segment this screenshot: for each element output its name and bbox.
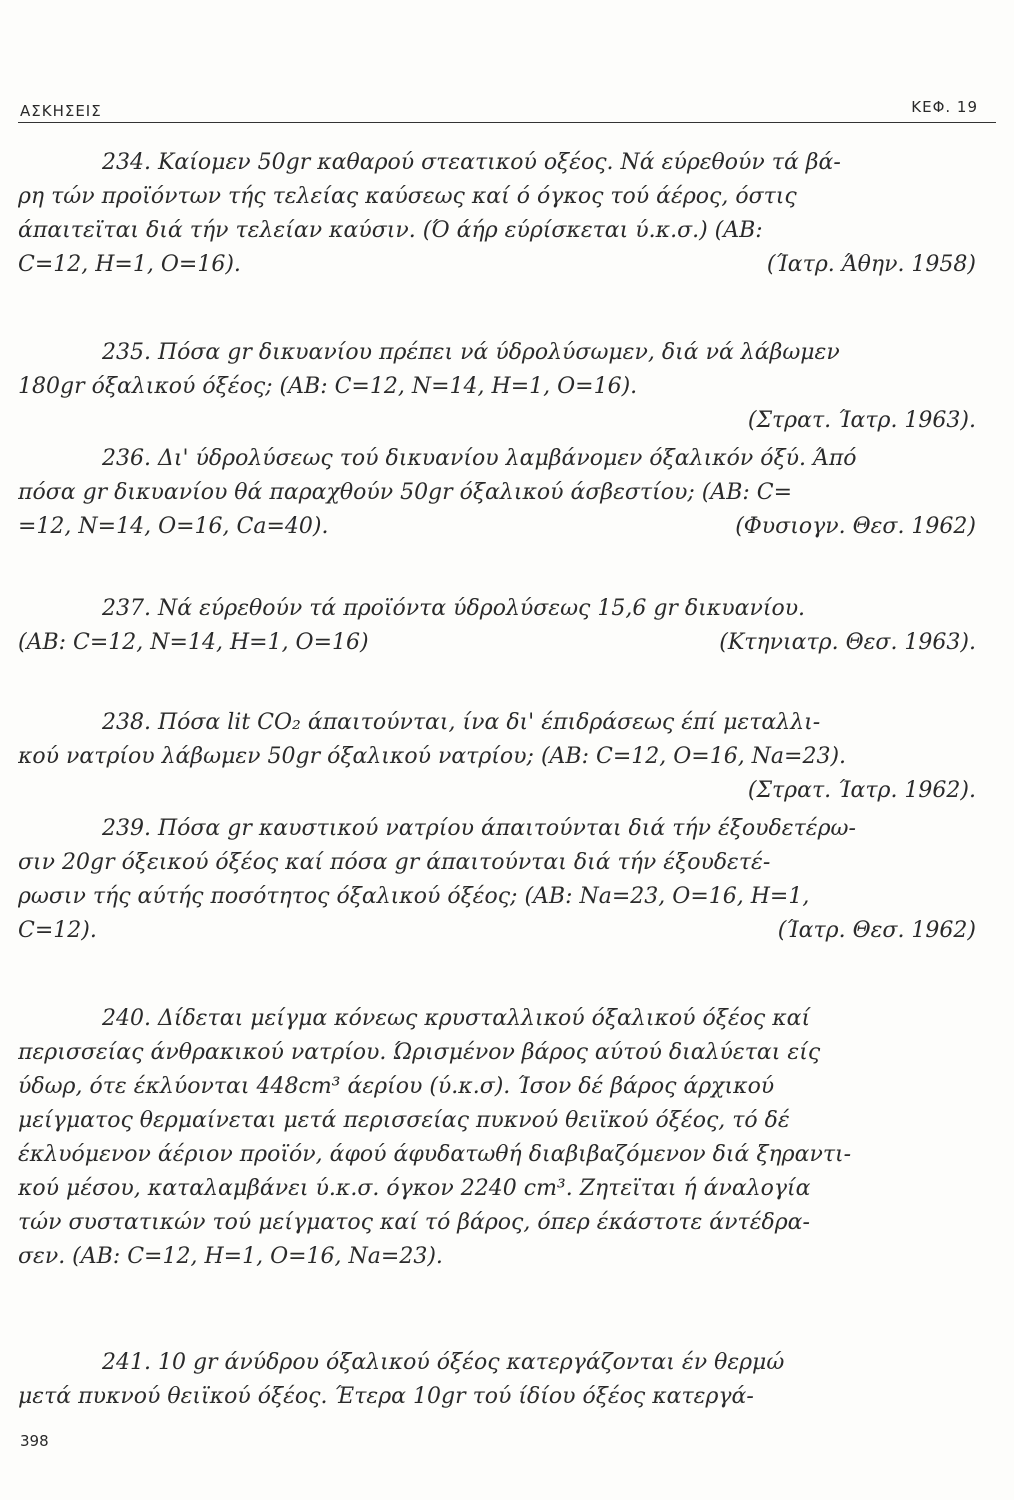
problem-line: (ΑΒ: C=12, N=14, H=1, O=16) [18, 630, 369, 655]
problem-line: =12, N=14, O=16, Ca=40). [18, 514, 329, 539]
problem-source: (Φυσιογν. Θεσ. 1962) [735, 514, 976, 539]
page-number: 398 [20, 1432, 49, 1450]
problem-237 [18, 592, 978, 660]
problem-line-with-source [18, 248, 978, 282]
problem-line: σιν 20gr όξεικού όξέος καί πόσα gr άπαιτούνται διά τήν έξουδετέ- [18, 850, 771, 875]
problem-line: μείγματος θερμαίνεται μετά περισσείας πυκνού θειϊκού όξέος, τό δέ [18, 1108, 790, 1133]
problem-line: κού νατρίου λάβωμεν 50gr όξαλικού νατρίου; (ΑΒ: C=12, O=16, Na=23). [18, 744, 847, 769]
problem-236 [18, 442, 978, 544]
chapter-label: ΚΕΦ. 19 [911, 98, 978, 116]
problem-line: μετά πυκνού θειϊκού όξέος. Έτερα 10gr τού ίδίου όξέος κατεργά- [18, 1384, 754, 1409]
problem-line: 236. Δι' ύδρολύσεως τού δικυανίου λαμβάνομεν όξαλικόν όξύ. Άπό [102, 446, 857, 471]
problem-line: ρωσιν τής αύτής ποσότητος όξαλικού όξέος; (ΑΒ: Na=23, O=16, H=1, [18, 884, 810, 909]
problem-line: κού μέσου, καταλαμβάνει ύ.κ.σ. όγκον 2240 cm³. Ζητεϊται ή άναλογία [18, 1176, 811, 1201]
problem-line: 180gr όξαλικού όξέος; (ΑΒ: C=12, N=14, H=1, O=16). [18, 374, 638, 399]
problem-line: 239. Πόσα gr καυστικού νατρίου άπαιτούνται διά τήν έξουδετέρω- [102, 816, 856, 841]
problem-source: (Στρατ. Ίατρ. 1963). [747, 408, 976, 433]
section-heading: ΑΣΚΗΣΕΙΣ [20, 102, 102, 120]
problem-line: πόσα gr δικυανίου θά παραχθούν 50gr όξαλικού άσβεστίου; (ΑΒ: C= [18, 480, 793, 505]
problem-source: (Κτηνιατρ. Θεσ. 1963). [719, 630, 976, 655]
problem-238 [18, 706, 978, 808]
problem-line: τών συστατικών τού μείγματος καί τό βάρος, όπερ έκάστοτε άντέδρα- [18, 1210, 810, 1235]
problem-line: 234. Καίομεν 50gr καθαρού στεατικού οξέος. Νά εύρεθούν τά βά- [102, 150, 841, 175]
problem-line-with-source [18, 626, 978, 660]
problem-line: ύδωρ, ότε έκλύονται 448cm³ άερίου (ύ.κ.σ). Ίσον δέ βάρος άρχικού [18, 1074, 775, 1099]
problem-line: 238. Πόσα lit CO₂ άπαιτούνται, ίνα δι' έπιδράσεως έπί μεταλλι- [102, 710, 821, 735]
problem-line: 235. Πόσα gr δικυανίου πρέπει νά ύδρολύσωμεν, διά νά λάβωμεν [102, 340, 840, 365]
problem-line: 241. 10 gr άνύδρου όξαλικού όξέος κατεργάζονται έν θερμώ [102, 1350, 785, 1375]
problem-line: ρη τών προϊόντων τής τελείας καύσεως καί ό όγκος τού άέρος, όστις [18, 184, 797, 209]
problem-line: 240. Δίδεται μείγμα κόνεως κρυσταλλικού όξαλικού όξέος καί [102, 1006, 811, 1031]
problem-line-with-source [18, 914, 978, 948]
problem-239 [18, 812, 978, 948]
problem-line-with-source [18, 510, 978, 544]
header-rule [18, 122, 996, 123]
problem-source: (Ίατρ. Άθην. 1958) [766, 252, 976, 277]
problem-line: περισσείας άνθρακικού νατρίου. Ώρισμένον βάρος αύτού διαλύεται είς [18, 1040, 821, 1065]
problem-235 [18, 336, 978, 438]
problem-line: σεν. (ΑΒ: C=12, H=1, O=16, Na=23). [18, 1244, 443, 1269]
problem-234 [18, 146, 978, 282]
problem-241 [18, 1346, 978, 1414]
problem-240 [18, 1002, 978, 1274]
problem-line: έκλυόμενον άέριον προϊόν, άφού άφυδατωθή διαβιβαζόμενον διά ξηραντι- [18, 1142, 852, 1167]
problem-line: C=12, H=1, O=16). [18, 252, 241, 277]
problem-line: άπαιτεϊται διά τήν τελείαν καύσιν. (Ό άήρ εύρίσκεται ύ.κ.σ.) (ΑΒ: [18, 218, 763, 243]
problem-source: (Ίατρ. Θεσ. 1962) [777, 918, 976, 943]
problem-line: 237. Νά εύρεθούν τά προϊόντα ύδρολύσεως 15,6 gr δικυανίου. [102, 596, 806, 621]
problem-source: (Στρατ. Ίατρ. 1962). [747, 778, 976, 803]
problem-line: C=12). [18, 918, 97, 943]
